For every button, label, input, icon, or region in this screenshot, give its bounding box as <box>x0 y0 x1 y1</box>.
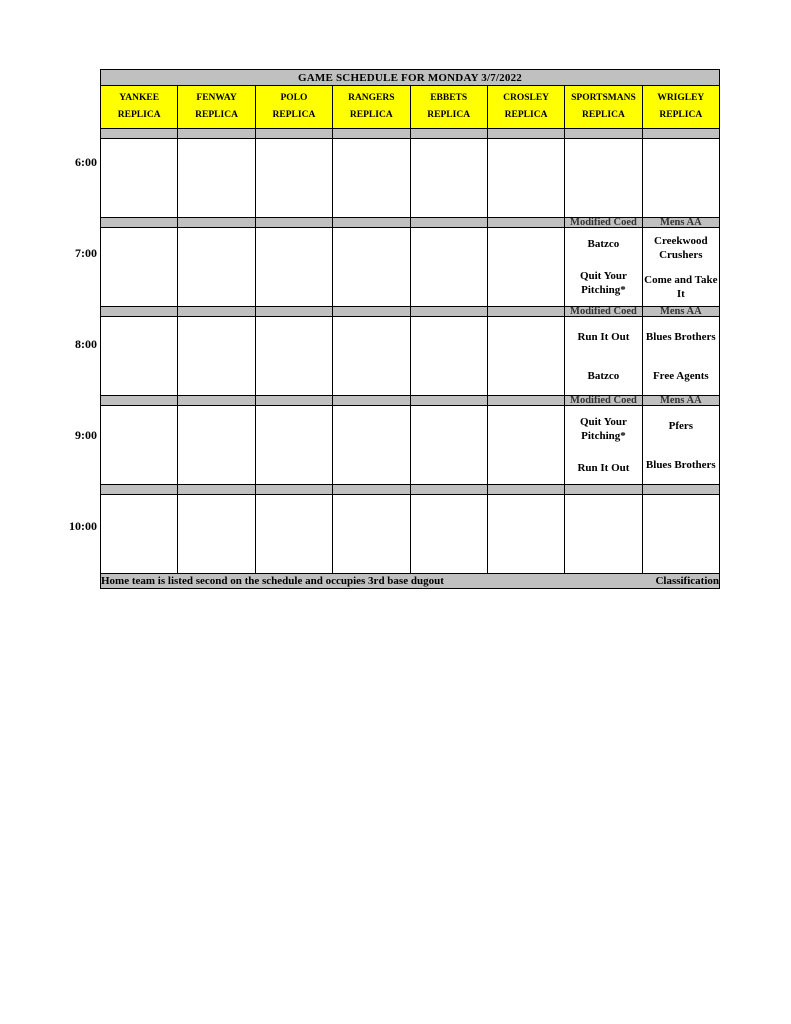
field-type: REPLICA <box>195 110 238 120</box>
classification-cell <box>565 129 642 139</box>
game-cell <box>333 228 410 307</box>
classification-cell <box>178 218 255 228</box>
away-team: Batzco <box>587 238 620 250</box>
classification-cell <box>255 396 332 406</box>
time-slot-row <box>101 406 720 485</box>
field-header-yankee <box>101 86 178 129</box>
field-type: REPLICA <box>272 110 316 120</box>
game-cell <box>642 228 719 307</box>
classification-row <box>101 129 720 139</box>
matchup <box>643 317 719 395</box>
classification-cell <box>410 485 487 495</box>
game-cell <box>487 317 564 396</box>
home-team: Come and Take It <box>644 273 718 300</box>
field-header-polo <box>255 86 332 129</box>
classification-cell: Mens AA <box>642 218 719 228</box>
classification-cell <box>410 307 487 317</box>
game-cell <box>487 495 564 574</box>
classification-cell <box>642 129 719 139</box>
classification-cell <box>101 129 178 139</box>
game-cell <box>101 228 178 307</box>
field-header-ebbets <box>410 86 487 129</box>
time-label: 8:00 <box>75 337 97 351</box>
field-header-row <box>101 86 720 129</box>
classification-cell <box>487 218 564 228</box>
field-type: REPLICA <box>504 110 548 120</box>
classification-cell: Modified Coed <box>565 396 642 406</box>
time-label: 10:00 <box>69 519 97 533</box>
time-slot-row <box>101 139 720 218</box>
classification-cell <box>101 396 178 406</box>
field-type: REPLICA <box>427 110 471 120</box>
game-cell <box>642 317 719 396</box>
away-team: Pfers <box>668 419 694 432</box>
field-name: POLO <box>280 93 308 103</box>
matchup <box>565 406 641 484</box>
classification-cell <box>178 307 255 317</box>
game-cell <box>333 495 410 574</box>
classification-row <box>101 396 720 406</box>
game-cell <box>487 406 564 485</box>
time-label: 7:00 <box>75 246 97 260</box>
field-name: EBBETS <box>430 93 468 103</box>
game-cell <box>642 139 719 218</box>
matchup <box>643 406 719 484</box>
classification-cell <box>101 218 178 228</box>
title-row <box>101 70 720 86</box>
time-slot-row <box>101 228 720 307</box>
game-cell <box>410 139 487 218</box>
classification-cell <box>487 307 564 317</box>
field-type: REPLICA <box>582 110 625 120</box>
game-cell <box>255 406 332 485</box>
home-team: Run It Out <box>577 462 630 474</box>
game-cell <box>487 139 564 218</box>
schedule-table <box>100 69 720 589</box>
field-header-crosley <box>487 86 564 129</box>
home-team: Quit Your Pitching* <box>579 270 627 296</box>
field-name: FENWAY <box>196 93 237 103</box>
away-team: Creekwood Crushers <box>654 234 708 261</box>
classification-cell <box>410 218 487 228</box>
classification-cell <box>642 485 719 495</box>
home-team: Free Agents <box>652 369 709 382</box>
classification-label: Classification <box>655 575 719 587</box>
classification-cell <box>565 485 642 495</box>
field-type: REPLICA <box>349 110 393 120</box>
away-team: Blues Brothers <box>645 330 716 343</box>
field-name: RANGERS <box>348 93 395 103</box>
home-team: Blues Brothers <box>645 458 716 471</box>
field-name: CROSLEY <box>503 93 550 103</box>
time-slot-row <box>101 317 720 396</box>
game-cell <box>178 406 255 485</box>
classification-cell <box>333 396 410 406</box>
game-cell <box>487 228 564 307</box>
classification-cell <box>487 485 564 495</box>
classification-cell <box>333 307 410 317</box>
matchup <box>643 228 719 306</box>
classification-cell <box>333 485 410 495</box>
game-cell <box>255 139 332 218</box>
classification-cell <box>255 307 332 317</box>
game-cell <box>565 406 642 485</box>
away-team: Run It Out <box>577 330 630 343</box>
game-cell <box>410 406 487 485</box>
classification-cell <box>487 396 564 406</box>
time-slot-row <box>101 495 720 574</box>
game-cell <box>255 495 332 574</box>
classification-cell <box>333 129 410 139</box>
field-type: REPLICA <box>659 110 703 120</box>
schedule-title: GAME SCHEDULE FOR MONDAY 3/7/2022 <box>101 70 720 86</box>
classification-cell <box>178 129 255 139</box>
time-label: 9:00 <box>75 428 97 442</box>
classification-cell <box>101 485 178 495</box>
field-name: WRIGLEY <box>657 93 705 103</box>
classification-cell <box>487 129 564 139</box>
field-header-fenway <box>178 86 255 129</box>
classification-cell <box>410 129 487 139</box>
game-cell <box>642 406 719 485</box>
time-label: 6:00 <box>75 155 97 169</box>
game-cell <box>178 139 255 218</box>
classification-cell <box>410 396 487 406</box>
game-cell <box>333 317 410 396</box>
classification-row <box>101 218 720 228</box>
game-cell <box>178 228 255 307</box>
game-cell <box>642 495 719 574</box>
away-team: Quit Your Pitching* <box>579 416 627 442</box>
game-cell <box>410 317 487 396</box>
classification-cell: Mens AA <box>642 307 719 317</box>
field-name: YANKEE <box>119 93 160 103</box>
game-cell <box>178 495 255 574</box>
classification-cell <box>178 396 255 406</box>
game-cell <box>410 228 487 307</box>
game-cell <box>101 317 178 396</box>
matchup <box>565 317 641 395</box>
classification-cell <box>333 218 410 228</box>
field-header-rangers <box>333 86 410 129</box>
classification-cell <box>101 307 178 317</box>
game-cell <box>410 495 487 574</box>
game-cell <box>565 317 642 396</box>
game-cell <box>333 139 410 218</box>
game-cell <box>333 406 410 485</box>
game-cell <box>565 495 642 574</box>
classification-cell <box>255 485 332 495</box>
field-header-wrigley <box>642 86 719 129</box>
classification-cell: Mens AA <box>642 396 719 406</box>
game-cell <box>255 228 332 307</box>
classification-cell <box>255 129 332 139</box>
game-cell <box>101 406 178 485</box>
footer-cell <box>101 574 720 589</box>
classification-cell <box>178 485 255 495</box>
game-cell <box>101 495 178 574</box>
classification-row <box>101 485 720 495</box>
time-column <box>0 0 100 1024</box>
game-cell <box>565 139 642 218</box>
field-name: SPORTSMANS <box>571 93 636 103</box>
classification-cell: Modified Coed <box>565 307 642 317</box>
home-team-note: Home team is listed second on the schedule and occupies 3rd base dugout <box>101 575 444 587</box>
footer-row <box>101 574 720 589</box>
schedule-sheet <box>100 69 720 589</box>
classification-cell: Modified Coed <box>565 218 642 228</box>
game-cell <box>255 317 332 396</box>
game-cell <box>565 228 642 307</box>
field-type: REPLICA <box>117 110 161 120</box>
game-cell <box>178 317 255 396</box>
matchup <box>565 228 641 306</box>
home-team: Batzco <box>587 369 620 382</box>
classification-cell <box>255 218 332 228</box>
game-cell <box>101 139 178 218</box>
field-header-sportsmans <box>565 86 642 129</box>
classification-row <box>101 307 720 317</box>
